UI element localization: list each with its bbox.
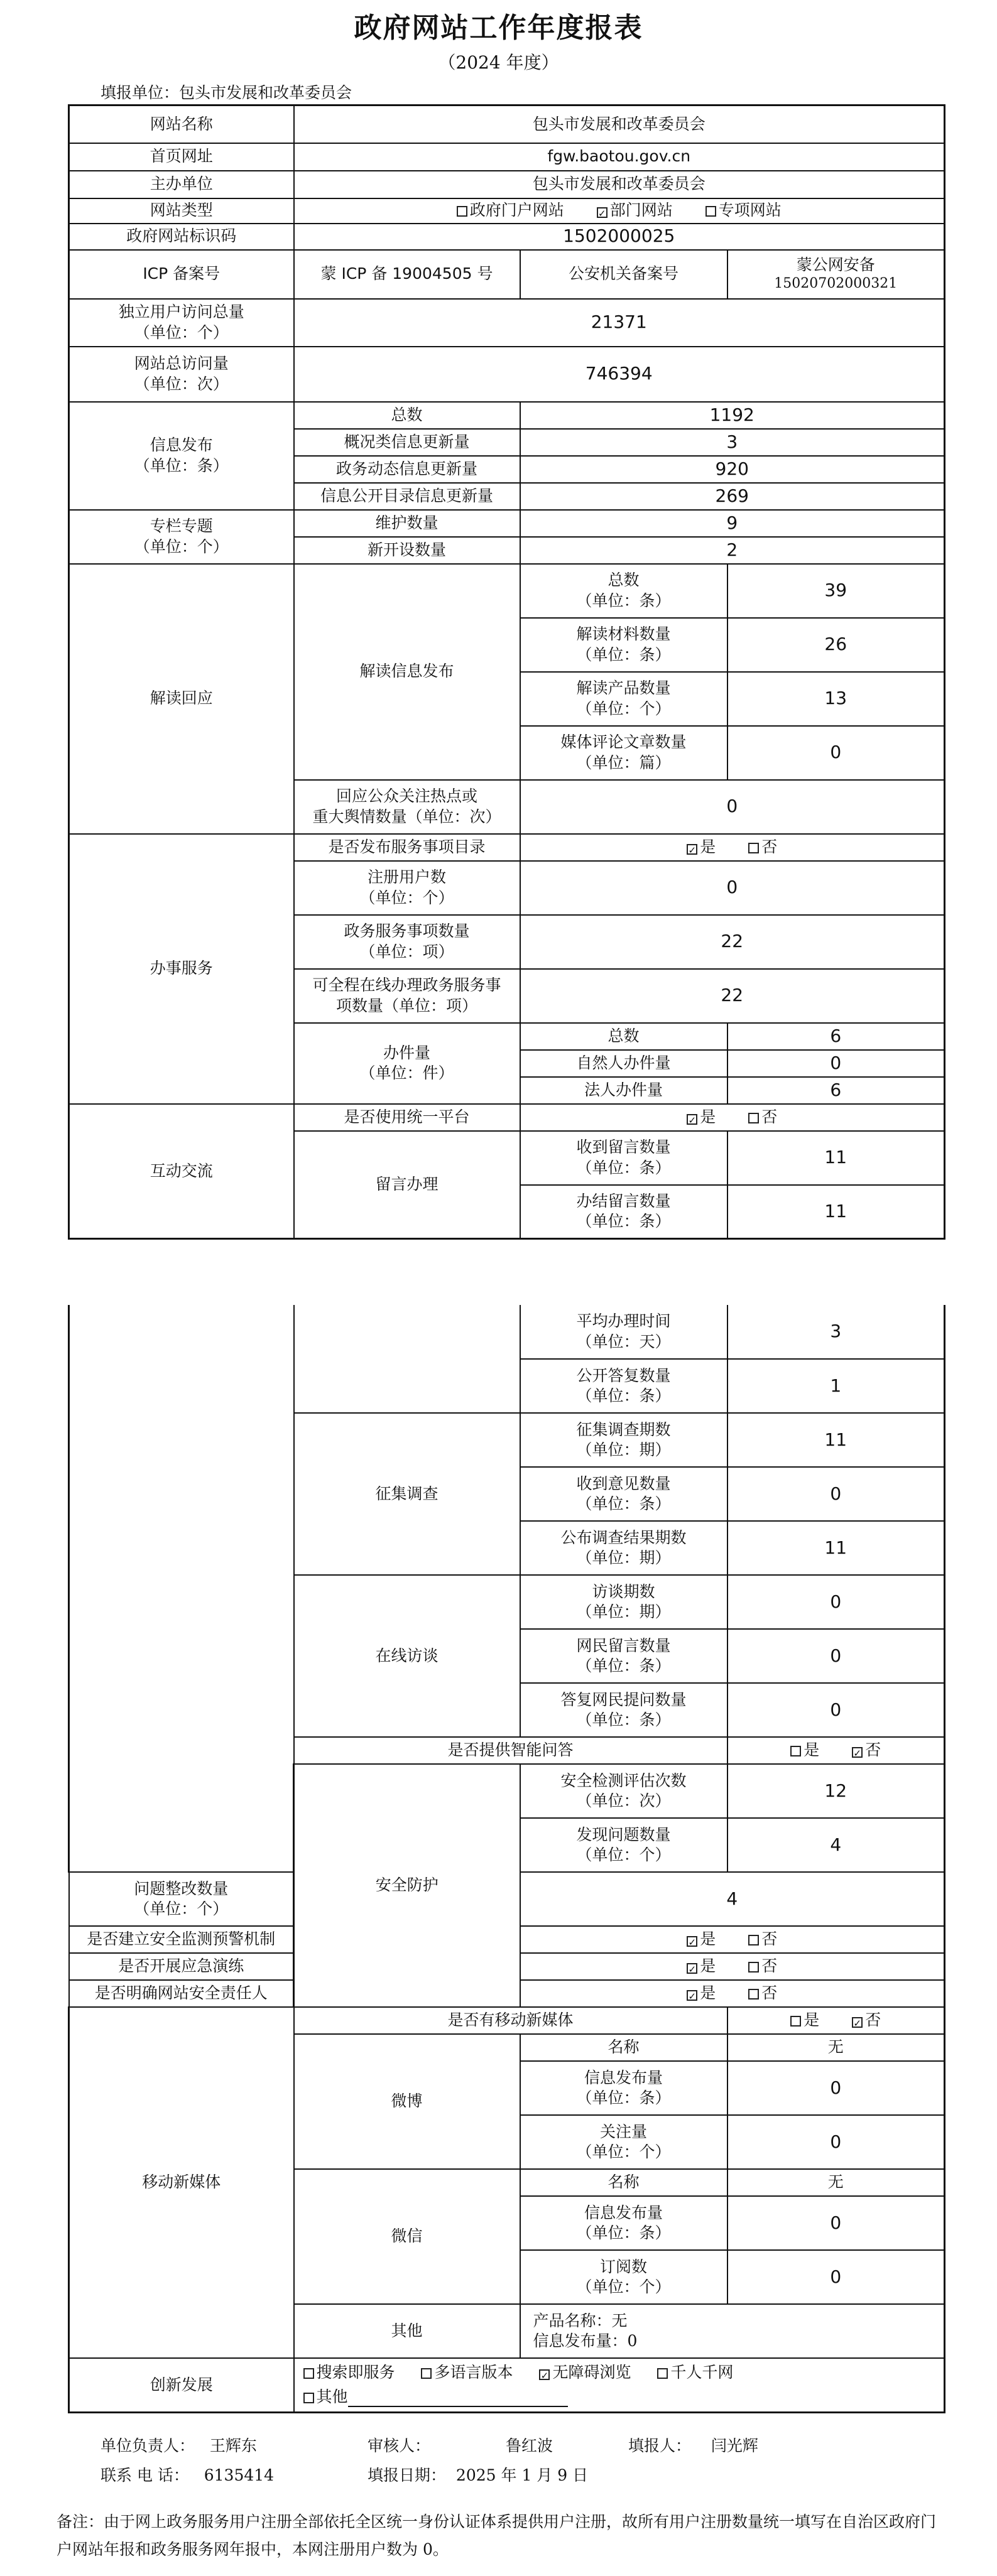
media-has-label: 是否有移动新媒体 bbox=[294, 2007, 727, 2034]
info-row-label: 信息公开目录信息更新量 bbox=[294, 483, 520, 510]
visits-value: 746394 bbox=[294, 347, 945, 402]
checkbox-icon: ✓ bbox=[852, 1747, 863, 1758]
interpret-sub-label: 解读信息发布 bbox=[294, 564, 520, 780]
weibo-row-value: 0 bbox=[727, 2061, 945, 2115]
interview-row-value: 0 bbox=[727, 1629, 945, 1683]
media-other-label: 其他 bbox=[294, 2304, 520, 2358]
innovation-option[interactable]: ✓ 无障碍浏览 bbox=[539, 2363, 631, 2381]
yes-option[interactable]: 是 bbox=[790, 2011, 819, 2029]
media-other-detail: 产品名称：无 信息发布量：0 bbox=[520, 2304, 945, 2358]
checkbox-icon bbox=[748, 1962, 759, 1973]
security-row-label: 发现问题数量 （单位：个） bbox=[520, 1818, 727, 1872]
msg-row-value: 1 bbox=[727, 1359, 945, 1413]
survey-label: 征集调查 bbox=[294, 1413, 520, 1575]
items-label: 政务服务事项数量 （单位：项） bbox=[294, 915, 520, 969]
info-row-label: 政务动态信息更新量 bbox=[294, 456, 520, 483]
no-option[interactable]: 否 bbox=[748, 838, 777, 856]
security-check-label: 是否开展应急演练 bbox=[69, 1953, 294, 1980]
icp-number: 蒙 ICP 备 19004505 号 bbox=[294, 250, 520, 299]
interview-row-value: 0 bbox=[727, 1683, 945, 1737]
info-row-value: 3 bbox=[520, 429, 945, 456]
innovation-other[interactable]: 其他 bbox=[303, 2388, 568, 2406]
info-row-label: 概况类信息更新量 bbox=[294, 429, 520, 456]
survey-row-value: 11 bbox=[727, 1413, 945, 1467]
info-row-label: 总数 bbox=[294, 402, 520, 429]
topics-label: 专栏专题 （单位：个） bbox=[69, 510, 294, 564]
checkbox-icon bbox=[706, 206, 716, 217]
ai-options bbox=[727, 1737, 945, 1764]
site-url: fgw.baotou.gov.cn bbox=[294, 143, 945, 171]
topics-row-label: 维护数量 bbox=[294, 510, 520, 537]
respond-value: 0 bbox=[520, 780, 945, 834]
security-check-options bbox=[520, 1953, 945, 1980]
no-option[interactable]: 否 bbox=[748, 1957, 777, 1975]
visitors-label: 独立用户访问总量 （单位：个） bbox=[69, 299, 294, 347]
survey-row-label: 公布调查结果期数 （单位：期） bbox=[520, 1521, 727, 1575]
security-label: 安全防护 bbox=[294, 1764, 520, 2007]
msg-continued bbox=[294, 1305, 520, 1413]
yes-option[interactable]: ✓ 是 bbox=[687, 1957, 716, 1975]
wechat-row-label: 信息发布量 （单位：条） bbox=[520, 2196, 727, 2250]
interview-row-label: 答复网民提问数量 （单位：条） bbox=[520, 1683, 727, 1737]
interpret-row-label: 总数 （单位：条） bbox=[520, 564, 727, 618]
survey-row-value: 0 bbox=[727, 1467, 945, 1521]
site-id: 1502000025 bbox=[294, 224, 945, 250]
interpret-row-value: 13 bbox=[727, 672, 945, 726]
volume-row-value: 6 bbox=[727, 1077, 945, 1104]
wechat-row-value: 0 bbox=[727, 2250, 945, 2304]
service-label: 办事服务 bbox=[69, 834, 294, 1104]
users-value: 0 bbox=[520, 861, 945, 915]
checkbox-icon bbox=[748, 1113, 759, 1123]
respond-label: 回应公众关注热点或 重大舆情数量（单位：次） bbox=[294, 780, 520, 834]
fill-unit: 填报单位：包头市发展和改革委员会 bbox=[101, 84, 352, 102]
weibo-row-value: 无 bbox=[727, 2034, 945, 2061]
survey-row-label: 收到意见数量 （单位：条） bbox=[520, 1467, 727, 1521]
site-host-label: 主办单位 bbox=[69, 171, 294, 198]
msg-row-label: 公开答复数量 （单位：条） bbox=[520, 1359, 727, 1413]
interview-row-label: 访谈期数 （单位：期） bbox=[520, 1575, 727, 1629]
msg-row-label: 办结留言数量 （单位：条） bbox=[520, 1185, 727, 1239]
yes-option[interactable]: ✓ 是 bbox=[687, 1930, 716, 1948]
checkbox-icon: ✓ bbox=[687, 1963, 697, 1974]
innovation-options bbox=[294, 2358, 945, 2412]
visitors-value: 21371 bbox=[294, 299, 945, 347]
report-table-part1 bbox=[68, 104, 945, 1240]
site-id-label: 政府网站标识码 bbox=[69, 224, 294, 250]
security-row-value: 4 bbox=[727, 1818, 945, 1872]
checkbox-icon: ✓ bbox=[687, 1114, 697, 1125]
checkbox-icon bbox=[748, 1935, 759, 1946]
checkbox-icon bbox=[790, 2016, 801, 2027]
innovation-option[interactable]: 多语言版本 bbox=[421, 2363, 513, 2381]
checkbox-icon bbox=[303, 2393, 314, 2403]
topics-row-label: 新开设数量 bbox=[294, 537, 520, 564]
site-name: 包头市发展和改革委员会 bbox=[294, 106, 945, 143]
volume-row-label: 自然人办件量 bbox=[520, 1050, 727, 1077]
interpret-row-label: 解读材料数量 （单位：条） bbox=[520, 618, 727, 672]
interview-row-label: 网民留言数量 （单位：条） bbox=[520, 1629, 727, 1683]
volume-row-value: 0 bbox=[727, 1050, 945, 1077]
weibo-row-label: 关注量 （单位：个） bbox=[520, 2115, 727, 2169]
checkbox-icon: ✓ bbox=[687, 1990, 697, 2001]
weibo-row-value: 0 bbox=[727, 2115, 945, 2169]
innovation-option[interactable]: 搜索即服务 bbox=[303, 2363, 395, 2381]
online-value: 22 bbox=[520, 969, 945, 1023]
catalog-options bbox=[520, 834, 945, 861]
remark: 备注：由于网上政务服务用户注册全部依托全区统一身份认证体系提供用户注册，故所有用户注册数量统一填写在自治区政府门户网站年报和政务服务网年报中，本网注册用户数为 0。 bbox=[57, 2513, 937, 2558]
wechat-row-value: 0 bbox=[727, 2196, 945, 2250]
security-row-label: 安全检测评估次数 （单位：次） bbox=[520, 1764, 727, 1818]
interpret-row-value: 0 bbox=[727, 726, 945, 780]
checkbox-icon bbox=[790, 1746, 801, 1756]
survey-row-label: 征集调查期数 （单位：期） bbox=[520, 1413, 727, 1467]
checkbox-icon bbox=[748, 1989, 759, 2000]
checkbox-icon bbox=[748, 843, 759, 853]
checkbox-icon bbox=[303, 2368, 314, 2379]
icp-label: ICP 备案号 bbox=[69, 250, 294, 299]
filler: 填报人： 闫光辉 bbox=[628, 2437, 758, 2455]
interview-row-value: 0 bbox=[727, 1575, 945, 1629]
interview-label: 在线访谈 bbox=[294, 1575, 520, 1737]
checkbox-icon bbox=[457, 206, 467, 217]
weibo-label: 微博 bbox=[294, 2034, 520, 2169]
security-row-label: 问题整改数量 （单位：个） bbox=[69, 1872, 294, 1926]
site-type-option[interactable]: 政府门户网站 bbox=[457, 201, 564, 219]
no-option[interactable]: 否 bbox=[748, 1930, 777, 1948]
topics-row-value: 2 bbox=[520, 537, 945, 564]
yes-option[interactable]: 是 bbox=[790, 1741, 819, 1759]
innovation-label: 创新发展 bbox=[69, 2358, 294, 2412]
weibo-row-label: 信息发布量 （单位：条） bbox=[520, 2061, 727, 2115]
msg-row-value: 3 bbox=[727, 1305, 945, 1359]
interact-continued bbox=[69, 1305, 294, 1872]
security-check-label: 是否明确网站安全责任人 bbox=[69, 1980, 294, 2007]
platform-options bbox=[520, 1104, 945, 1131]
wechat-row-label: 名称 bbox=[520, 2169, 727, 2196]
msg-row-value: 11 bbox=[727, 1131, 945, 1185]
leader: 单位负责人： 王辉东 bbox=[101, 2437, 257, 2455]
volume-row-label: 法人办件量 bbox=[520, 1077, 727, 1104]
interpret-row-label: 解读产品数量 （单位：个） bbox=[520, 672, 727, 726]
media-label: 移动新媒体 bbox=[69, 2007, 294, 2358]
volume-row-value: 6 bbox=[727, 1023, 945, 1050]
items-value: 22 bbox=[520, 915, 945, 969]
checkbox-icon: ✓ bbox=[852, 2017, 863, 2028]
no-option[interactable]: ✓ 否 bbox=[852, 2011, 881, 2029]
yes-option[interactable]: ✓ 是 bbox=[687, 1984, 716, 2002]
catalog-label: 是否发布服务事项目录 bbox=[294, 834, 520, 861]
security-check-options bbox=[520, 1980, 945, 2007]
volume-label: 办件量 （单位：件） bbox=[294, 1023, 520, 1104]
innovation-option[interactable]: 千人千网 bbox=[657, 2363, 733, 2381]
msg-row-label: 收到留言数量 （单位：条） bbox=[520, 1131, 727, 1185]
wechat-row-label: 订阅数 （单位：个） bbox=[520, 2250, 727, 2304]
interpret-row-label: 媒体评论文章数量 （单位：篇） bbox=[520, 726, 727, 780]
wechat-label: 微信 bbox=[294, 2169, 520, 2304]
visits-label: 网站总访问量 （单位：次） bbox=[69, 347, 294, 402]
checkbox-icon: ✓ bbox=[539, 2369, 550, 2380]
security-row-value: 12 bbox=[727, 1764, 945, 1818]
checkbox-icon: ✓ bbox=[597, 207, 607, 218]
police-label: 公安机关备案号 bbox=[520, 250, 727, 299]
site-name-label: 网站名称 bbox=[69, 106, 294, 143]
msg-row-label: 平均办理时间 （单位：天） bbox=[520, 1305, 727, 1359]
wechat-row-value: 无 bbox=[727, 2169, 945, 2196]
checkbox-icon bbox=[657, 2368, 668, 2379]
weibo-row-label: 名称 bbox=[520, 2034, 727, 2061]
security-row-value: 4 bbox=[520, 1872, 945, 1926]
report-title: 政府网站工作年度报表 bbox=[354, 12, 643, 44]
security-check-options bbox=[520, 1926, 945, 1953]
checkbox-icon bbox=[421, 2368, 432, 2379]
interpret-row-value: 39 bbox=[727, 564, 945, 618]
info-row-value: 269 bbox=[520, 483, 945, 510]
survey-row-value: 11 bbox=[727, 1521, 945, 1575]
other-underline bbox=[348, 2391, 568, 2407]
platform-label: 是否使用统一平台 bbox=[294, 1104, 520, 1131]
report-year: （2024 年度） bbox=[438, 52, 559, 73]
police-number: 蒙公网安备 15020702000321 bbox=[727, 250, 945, 299]
ai-label: 是否提供智能问答 bbox=[294, 1737, 727, 1764]
report-table-part2 bbox=[68, 1305, 945, 2413]
yes-option[interactable]: ✓ 是 bbox=[687, 1108, 716, 1126]
site-type-option[interactable]: 专项网站 bbox=[706, 201, 782, 219]
info-row-value: 920 bbox=[520, 456, 945, 483]
phone: 联系 电 话： 6135414 bbox=[101, 2466, 275, 2484]
media-has-options bbox=[727, 2007, 945, 2034]
info-label: 信息发布 （单位：条） bbox=[69, 402, 294, 510]
interact-label: 互动交流 bbox=[69, 1104, 294, 1239]
volume-row-label: 总数 bbox=[520, 1023, 727, 1050]
no-option[interactable]: 否 bbox=[748, 1984, 777, 2002]
info-row-value: 1192 bbox=[520, 402, 945, 429]
msg-label: 留言办理 bbox=[294, 1131, 520, 1239]
site-url-label: 首页网址 bbox=[69, 143, 294, 171]
site-host: 包头市发展和改革委员会 bbox=[294, 171, 945, 198]
users-label: 注册用户数 （单位：个） bbox=[294, 861, 520, 915]
interpret-row-value: 26 bbox=[727, 618, 945, 672]
interpret-label: 解读回应 bbox=[69, 564, 294, 834]
site-type-options bbox=[294, 198, 945, 224]
topics-row-value: 9 bbox=[520, 510, 945, 537]
online-label: 可全程在线办理政务服务事 项数量（单位：项） bbox=[294, 969, 520, 1023]
no-option[interactable]: 否 bbox=[748, 1108, 777, 1126]
site-type-option[interactable]: ✓ 部门网站 bbox=[597, 201, 673, 219]
security-check-label: 是否建立安全监测预警机制 bbox=[69, 1926, 294, 1953]
site-type-label: 网站类型 bbox=[69, 198, 294, 224]
fill-date: 填报日期： 2025 年 1 月 9 日 bbox=[368, 2466, 589, 2484]
reviewer: 审核人： 鲁红波 bbox=[368, 2437, 553, 2455]
msg-row-value: 11 bbox=[727, 1185, 945, 1239]
yes-option[interactable]: ✓ 是 bbox=[687, 838, 716, 856]
checkbox-icon: ✓ bbox=[687, 844, 697, 855]
no-option[interactable]: ✓ 否 bbox=[852, 1741, 881, 1759]
checkbox-icon: ✓ bbox=[687, 1936, 697, 1947]
